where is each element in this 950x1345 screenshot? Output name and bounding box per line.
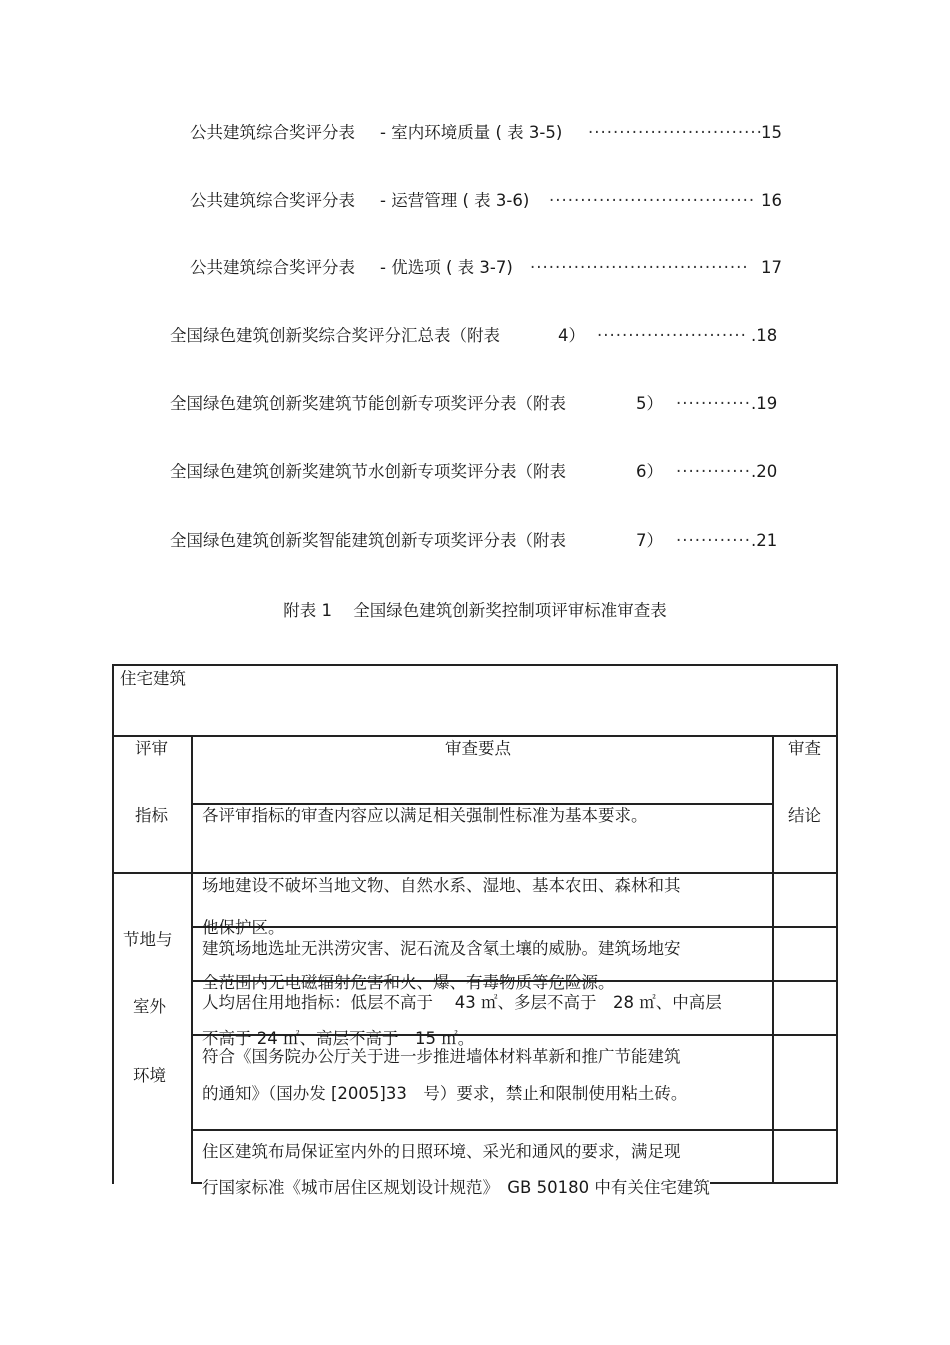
category-line3: 环境: [133, 1066, 166, 1085]
toc-page-number: 15: [761, 123, 782, 142]
table-border-left: [112, 664, 114, 1184]
category-line1: 节地与: [123, 930, 173, 949]
toc-leader-dots: ························: [597, 326, 747, 345]
section-title: 住宅建筑: [120, 669, 186, 688]
toc-leader-dots: ···································: [530, 258, 749, 277]
row-text-line1: 场地建设不破坏当地文物、自然水系、湿地、基本农田、森林和其: [202, 876, 681, 895]
row-text-line1: 符合《国务院办公厅关于进一步推进墙体材料革新和推广节能建筑: [202, 1047, 681, 1066]
toc-leader-dots: ····························: [588, 123, 763, 142]
row-text-line1: 建筑场地选址无洪涝灾害、泥石流及含氡土壤的威胁。建筑场地安: [202, 939, 681, 958]
toc-page-number: .20: [751, 462, 778, 481]
toc-page-number: .21: [751, 531, 778, 550]
toc-page-number: .18: [751, 326, 778, 345]
toc-title: 全国绿色建筑创新奖智能建筑创新专项奖评分表（附表: [170, 531, 566, 550]
toc-annex-number: 5）: [636, 394, 663, 413]
toc-leader-dots: ············: [676, 531, 751, 550]
col3-header-line1: 审查: [788, 739, 821, 758]
col1-header-line2: 指标: [135, 806, 168, 825]
section-divider: [112, 735, 838, 737]
header-bottom-divider: [112, 872, 838, 874]
toc-page-number: 17: [761, 258, 782, 277]
col3-header-line2: 结论: [788, 806, 821, 825]
general-requirement: 各评审指标的审查内容应以满足相关强制性标准为基本要求。: [202, 806, 648, 825]
table-border-right: [836, 664, 838, 1184]
col1-header-line1: 评审: [135, 739, 168, 758]
toc-leader-dots: ············: [676, 394, 751, 413]
review-table: [112, 664, 838, 1197]
toc-title: 公共建筑综合奖评分表: [190, 191, 355, 210]
toc-page-number: .19: [751, 394, 778, 413]
category-line2: 室外: [133, 997, 166, 1016]
row-text-line2: 行国家标准《城市居住区规划设计规范》 GB 50180 中有关住宅建筑: [202, 1178, 710, 1197]
toc-leader-dots: ············: [676, 462, 751, 481]
toc-title: 全国绿色建筑创新奖建筑节水创新专项奖评分表（附表: [170, 462, 566, 481]
caption-title: 全国绿色建筑创新奖控制项评审标准审查表: [353, 601, 667, 620]
row-divider: [192, 926, 838, 928]
toc-title: 全国绿色建筑创新奖综合奖评分汇总表（附表: [170, 326, 500, 345]
row-text-line2: 不高于 24 ㎡、高层不高于 15 ㎡。: [202, 1029, 475, 1048]
row-divider: [192, 1129, 838, 1131]
toc-suffix: - 运营管理 ( 表 3-6): [380, 191, 530, 210]
toc-annex-number: 6）: [636, 462, 663, 481]
table-border-top: [112, 664, 838, 666]
row-text-line2: 全范围内无电磁辐射危害和火、爆、有毒物质等危险源。: [202, 973, 615, 992]
col-divider-2: [772, 735, 774, 1184]
col2-header: 审查要点: [445, 739, 511, 758]
row-text-line2: 他保护区。: [202, 918, 285, 937]
header-inner-divider: [192, 803, 772, 805]
row-text-line1: 住区建筑布局保证室内外的日照环境、采光和通风的要求，满足现: [202, 1142, 681, 1161]
table-caption: [0, 597, 950, 621]
toc-title: 公共建筑综合奖评分表: [190, 258, 355, 277]
toc-annex-number: 7）: [636, 531, 663, 550]
toc-suffix: - 优选项 ( 表 3-7): [380, 258, 513, 277]
toc-page-number: 16: [761, 191, 782, 210]
toc-suffix: - 室内环境质量 ( 表 3-5): [380, 123, 563, 142]
row-text-line1: 人均居住用地指标：低层不高于 43 ㎡、多层不高于 28 ㎡、中高层: [202, 993, 722, 1012]
toc-title: 全国绿色建筑创新奖建筑节能创新专项奖评分表（附表: [170, 394, 566, 413]
toc-title: 公共建筑综合奖评分表: [190, 123, 355, 142]
toc-annex-number: 4）: [558, 326, 585, 345]
caption-label: 附表 1: [283, 601, 332, 620]
toc-leader-dots: ·································: [549, 191, 756, 210]
row-text-line2: 的通知》（国办发 [2005]33 号）要求，禁止和限制使用粘土砖。: [202, 1084, 688, 1103]
